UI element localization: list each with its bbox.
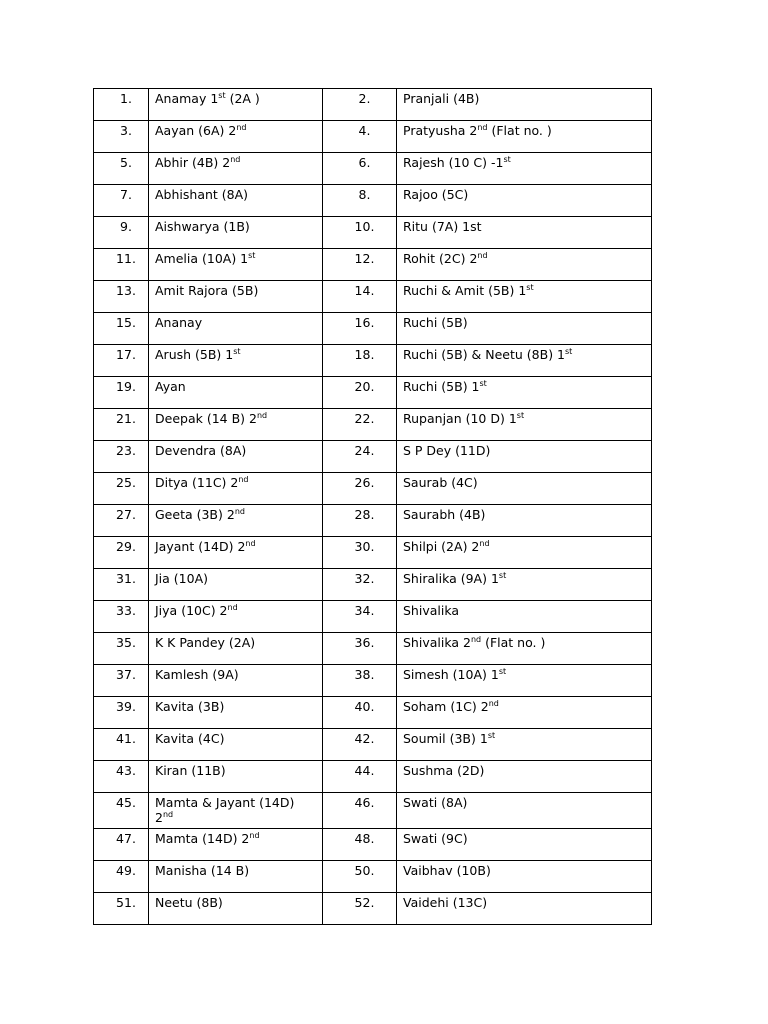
table-row	[94, 793, 652, 829]
entry-name-cell	[397, 829, 652, 861]
entry-name: Aayan (6A) 2	[155, 123, 237, 138]
table-row	[94, 377, 652, 409]
entry-number: 2.	[323, 89, 397, 121]
entry-name: Abhishant (8A)	[155, 187, 249, 202]
entry-name: Sushma (2D)	[403, 763, 485, 778]
entry-name-cell	[149, 829, 323, 861]
entry-name-cell	[149, 185, 323, 217]
entry-name-cell	[397, 89, 652, 121]
ordinal-suffix: st	[218, 91, 226, 100]
entry-name: Vaibhav (10B)	[403, 863, 491, 878]
entry-name: K K Pandey (2A)	[155, 635, 256, 650]
ordinal-suffix: st	[498, 667, 507, 676]
entry-name: Simesh (10A) 1	[403, 667, 499, 682]
entry-name: Vaidehi (13C)	[403, 895, 488, 910]
entry-name-cell	[397, 153, 652, 185]
table-row	[94, 861, 652, 893]
entry-name-cell	[149, 281, 323, 313]
entry-name-cell	[397, 893, 652, 925]
entry-name: Shilpi (2A) 2	[403, 539, 480, 554]
table-row	[94, 473, 652, 505]
entry-number: 17.	[94, 345, 149, 377]
entry-name: Rajoo (5C)	[403, 187, 469, 202]
entry-name-cell	[149, 441, 323, 473]
table-row	[94, 281, 652, 313]
table-row	[94, 633, 652, 665]
table-row	[94, 697, 652, 729]
table-row	[94, 537, 652, 569]
entry-name-cell	[397, 313, 652, 345]
entry-number: 29.	[94, 537, 149, 569]
entry-number: 48.	[323, 829, 397, 861]
entry-number: 15.	[94, 313, 149, 345]
entry-name: Rajesh (10 C) -1	[403, 155, 504, 170]
ordinal-suffix: nd	[162, 810, 174, 819]
entry-name: Swati (8A)	[403, 795, 468, 810]
entry-name: Aishwarya (1B)	[155, 219, 250, 234]
entry-number: 47.	[94, 829, 149, 861]
entry-number: 9.	[94, 217, 149, 249]
entry-name: Pratyusha 2	[403, 123, 478, 138]
table-row	[94, 505, 652, 537]
table-row	[94, 665, 652, 697]
entry-name: Geeta (3B) 2	[155, 507, 235, 522]
table-row	[94, 153, 652, 185]
table-row	[94, 345, 652, 377]
ordinal-suffix: nd	[249, 831, 260, 840]
ordinal-suffix: st	[487, 731, 496, 740]
ordinal-suffix: st	[248, 251, 256, 260]
entry-name: Kavita (3B)	[155, 699, 225, 714]
entry-name-cell	[397, 185, 652, 217]
entry-name-cell	[149, 345, 323, 377]
entry-number: 52.	[323, 893, 397, 925]
entry-number: 20.	[323, 377, 397, 409]
entry-number: 36.	[323, 633, 397, 665]
entry-number: 51.	[94, 893, 149, 925]
entry-name: Amelia (10A) 1	[155, 251, 249, 266]
entry-name: Kamlesh (9A)	[155, 667, 239, 682]
table-row	[94, 409, 652, 441]
entry-name-cell	[149, 665, 323, 697]
entry-name: Neetu (8B)	[155, 895, 223, 910]
entry-name: Abhir (4B) 2	[155, 155, 231, 170]
entry-name-tail: (2A )	[225, 91, 260, 106]
entry-name: Soumil (3B) 1	[403, 731, 488, 746]
entry-name: Shivalika	[403, 603, 460, 618]
entry-name: Ruchi (5B) 1	[403, 379, 480, 394]
entry-number: 13.	[94, 281, 149, 313]
table-row	[94, 217, 652, 249]
ordinal-suffix: nd	[236, 123, 247, 132]
entry-name-cell	[397, 793, 652, 829]
entry-name: S P Dey (11D)	[403, 443, 491, 458]
entry-name-cell	[149, 633, 323, 665]
entry-name-cell	[149, 377, 323, 409]
ordinal-suffix: st	[498, 571, 507, 580]
entry-name-cell	[397, 121, 652, 153]
entry-number: 19.	[94, 377, 149, 409]
entry-name: Swati (9C)	[403, 831, 468, 846]
entry-name-cell	[149, 537, 323, 569]
ordinal-suffix: nd	[488, 699, 499, 708]
ordinal-suffix: st	[565, 347, 573, 356]
entry-name: Kavita (4C)	[155, 731, 225, 746]
entry-name: Arush (5B) 1	[155, 347, 234, 362]
entry-name: Anamay 1	[155, 91, 219, 106]
entry-name-cell	[149, 601, 323, 633]
entry-number: 28.	[323, 505, 397, 537]
entry-name: Ruchi (5B)	[403, 315, 468, 330]
entry-name-cell	[149, 569, 323, 601]
entry-number: 25.	[94, 473, 149, 505]
entry-name: Shivalika 2	[403, 635, 471, 650]
entry-number: 8.	[323, 185, 397, 217]
entry-name: Rupanjan (10 D) 1	[403, 411, 517, 426]
ordinal-suffix: st	[516, 411, 525, 420]
entry-name: Jiya (10C) 2	[155, 603, 228, 618]
entry-name-cell	[149, 121, 323, 153]
entry-name-cell	[397, 665, 652, 697]
entry-number: 45.	[94, 793, 149, 829]
entry-name: Ruchi (5B) & Neetu (8B) 1	[403, 347, 565, 362]
ordinal-suffix: nd	[477, 123, 488, 132]
table-row	[94, 89, 652, 121]
table-row	[94, 761, 652, 793]
entry-number: 42.	[323, 729, 397, 761]
entry-name-cell	[397, 601, 652, 633]
table-row	[94, 829, 652, 861]
entry-name-cell	[397, 861, 652, 893]
entry-name-tail: (Flat no. )	[481, 635, 546, 650]
entry-name: Mamta (14D) 2	[155, 831, 250, 846]
table-row	[94, 185, 652, 217]
table-row	[94, 601, 652, 633]
entry-number: 41.	[94, 729, 149, 761]
entry-number: 23.	[94, 441, 149, 473]
entry-number: 22.	[323, 409, 397, 441]
table-row	[94, 441, 652, 473]
entry-name-cell	[149, 313, 323, 345]
entry-name-tail: (Flat no. )	[487, 123, 552, 138]
table-row	[94, 121, 652, 153]
table-row	[94, 313, 652, 345]
entry-name: Ruchi & Amit (5B) 1	[403, 283, 527, 298]
entry-name-cell	[397, 281, 652, 313]
entry-name: Amit Rajora (5B)	[155, 283, 259, 298]
entry-name-cell	[149, 761, 323, 793]
entry-name-cell	[149, 473, 323, 505]
table-row	[94, 729, 652, 761]
ordinal-suffix: nd	[234, 507, 245, 516]
entry-name-cell	[149, 729, 323, 761]
entry-name-cell	[149, 793, 323, 829]
entry-number: 11.	[94, 249, 149, 281]
ordinal-suffix: nd	[238, 475, 249, 484]
entry-name-cell	[397, 569, 652, 601]
entry-number: 7.	[94, 185, 149, 217]
table-row	[94, 569, 652, 601]
entry-name-cell	[149, 893, 323, 925]
entry-name-cell	[149, 697, 323, 729]
entry-name-cell	[397, 249, 652, 281]
entry-number: 31.	[94, 569, 149, 601]
entry-name-cell	[149, 153, 323, 185]
entry-number: 24.	[323, 441, 397, 473]
ordinal-suffix: nd	[479, 539, 490, 548]
entry-name-cell	[149, 249, 323, 281]
entry-name: Ditya (11C) 2	[155, 475, 239, 490]
entry-name: Mamta & Jayant (14D) 2	[155, 795, 295, 825]
entry-name-cell	[397, 729, 652, 761]
entry-name-cell	[397, 537, 652, 569]
entry-name: Saurabh (4B)	[403, 507, 486, 522]
entry-name: Ayan	[155, 379, 186, 394]
entry-name-cell	[397, 377, 652, 409]
entry-name: Deepak (14 B) 2	[155, 411, 257, 426]
entry-number: 26.	[323, 473, 397, 505]
ordinal-suffix: nd	[227, 603, 238, 612]
entry-name-cell	[397, 761, 652, 793]
entry-name: Jia (10A)	[155, 571, 209, 586]
entry-name-cell	[397, 441, 652, 473]
entry-name-cell	[149, 217, 323, 249]
ordinal-suffix: nd	[256, 411, 268, 420]
table-row	[94, 893, 652, 925]
entry-number: 46.	[323, 793, 397, 829]
entry-name: Manisha (14 B)	[155, 863, 250, 878]
ordinal-suffix: nd	[477, 251, 488, 260]
entry-name: Pranjali (4B)	[403, 91, 480, 106]
entry-name-cell	[149, 409, 323, 441]
entry-name: Shiralika (9A) 1	[403, 571, 499, 586]
entry-number: 40.	[323, 697, 397, 729]
entry-number: 34.	[323, 601, 397, 633]
entry-name: Soham (1C) 2	[403, 699, 489, 714]
entry-number: 37.	[94, 665, 149, 697]
entry-name: Jayant (14D) 2	[155, 539, 246, 554]
entry-name: Ananay	[155, 315, 203, 330]
entry-name-cell	[149, 861, 323, 893]
entry-number: 35.	[94, 633, 149, 665]
ordinal-suffix: st	[479, 379, 487, 388]
entry-number: 33.	[94, 601, 149, 633]
entry-number: 27.	[94, 505, 149, 537]
entry-number: 3.	[94, 121, 149, 153]
ordinal-suffix: st	[233, 347, 241, 356]
entry-name: Ritu (7A) 1st	[403, 219, 482, 234]
entry-number: 43.	[94, 761, 149, 793]
ordinal-suffix: nd	[245, 539, 256, 548]
roster-table-body	[94, 89, 652, 925]
entry-number: 4.	[323, 121, 397, 153]
entry-name-cell	[397, 473, 652, 505]
entry-name: Devendra (8A)	[155, 443, 247, 458]
entry-number: 39.	[94, 697, 149, 729]
entry-number: 10.	[323, 217, 397, 249]
entry-number: 1.	[94, 89, 149, 121]
table-row	[94, 249, 652, 281]
ordinal-suffix: st	[526, 283, 534, 292]
entry-name: Saurab (4C)	[403, 475, 478, 490]
entry-name-cell	[397, 633, 652, 665]
entry-number: 6.	[323, 153, 397, 185]
entry-number: 5.	[94, 153, 149, 185]
entry-number: 30.	[323, 537, 397, 569]
entry-number: 32.	[323, 569, 397, 601]
entry-name-cell	[397, 217, 652, 249]
entry-number: 14.	[323, 281, 397, 313]
roster-table	[93, 88, 652, 925]
entry-number: 44.	[323, 761, 397, 793]
entry-number: 12.	[323, 249, 397, 281]
entry-name-cell	[397, 409, 652, 441]
ordinal-suffix: nd	[230, 155, 241, 164]
entry-name-cell	[397, 345, 652, 377]
entry-number: 50.	[323, 861, 397, 893]
entry-number: 38.	[323, 665, 397, 697]
entry-name-cell	[397, 505, 652, 537]
entry-name: Kiran (11B)	[155, 763, 226, 778]
entry-name: Rohit (2C) 2	[403, 251, 478, 266]
ordinal-suffix: st	[503, 155, 511, 164]
entry-name-cell	[397, 697, 652, 729]
ordinal-suffix: nd	[470, 635, 482, 644]
entry-number: 49.	[94, 861, 149, 893]
entry-number: 21.	[94, 409, 149, 441]
entry-name-cell	[149, 89, 323, 121]
entry-number: 16.	[323, 313, 397, 345]
entry-name-cell	[149, 505, 323, 537]
entry-number: 18.	[323, 345, 397, 377]
